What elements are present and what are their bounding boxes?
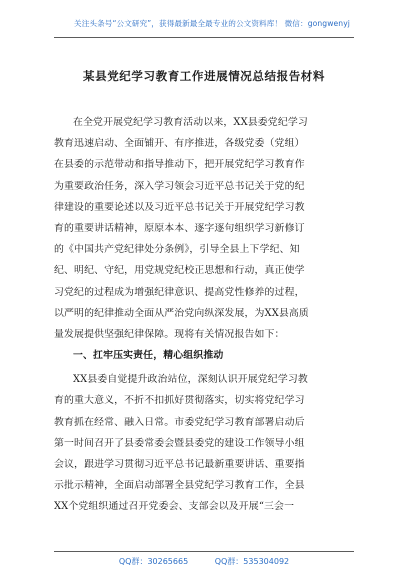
document-body: [54, 112, 354, 518]
body-line: 教育迅速启动、全面铺开、有序推进，各级党委（党组）: [54, 138, 305, 150]
body-line: 的《中国共产党纪律处分条例》，引导全县上下学纪、知: [54, 244, 300, 256]
body-line: 在全党开展党纪学习教育活动以来，XX县委党纪学习: [73, 117, 308, 128]
footer-qq-group-1[interactable]: QQ群：30265665: [118, 557, 189, 566]
body-line: 量发展提供坚强纪律保障。现将有关情况报告如下：: [54, 328, 285, 340]
body-line: 以严明的纪律推动全面从严治党向纵深发展，为XX县高质: [54, 307, 309, 319]
body-line: 习党纪的过程成为增强纪律意识、提高党性修养的过程，: [54, 286, 305, 298]
section-heading: 一、扛牢压实责任，精心组织推动: [73, 350, 224, 362]
body-line: 为重要政治任务，深入学习领会习近平总书记关于党的纪: [54, 180, 305, 192]
body-line: 教育抓在经常、融入日常。市委党纪学习教育部署启动后: [54, 416, 305, 428]
footer-contact: [54, 556, 354, 567]
body-line: 纪、明纪、守纪，用党规党纪校正思想和行动，真正使学: [54, 265, 305, 277]
body-line: 在县委的示范带动和指导推动下，把开展党纪学习教育作: [54, 159, 305, 171]
body-line: 律建设的重要论述以及习近平总书记关于开展党纪学习教: [54, 201, 305, 213]
header-divider: [54, 37, 354, 38]
body-line: XX个党组织通过召开党委会、支部会以及开展“三会一: [54, 501, 295, 513]
body-line: XX县委自觉提升政治站位，深刻认识开展党纪学习教: [73, 374, 308, 386]
document-title: 某县党纪学习教育工作进展情况总结报告材料: [83, 69, 325, 83]
header-promo-text[interactable]: 关注头条号“公文研究”，获得最新最全最专业的公文资料库！ 微信：gongwenyj: [74, 19, 350, 28]
footer-divider: [54, 551, 354, 552]
body-line: 会议，跟进学习贯彻习近平总书记最新重要讲话、重要指: [54, 459, 305, 470]
footer-qq-group-2[interactable]: QQ群：535304092: [214, 557, 290, 566]
body-line: 育的重大意义，不折不扣抓好贯彻落实，切实将党纪学习: [54, 395, 305, 407]
body-line: 育的重要讲话精神，原原本本、逐字逐句组织学习新修订: [54, 222, 305, 234]
body-line: 示批示精神，全面启动部署全县党纪学习教育工作，全县: [54, 480, 305, 492]
body-line: 第一时间召开了县委常委会暨县委党的建设工作领导小组: [54, 437, 305, 449]
